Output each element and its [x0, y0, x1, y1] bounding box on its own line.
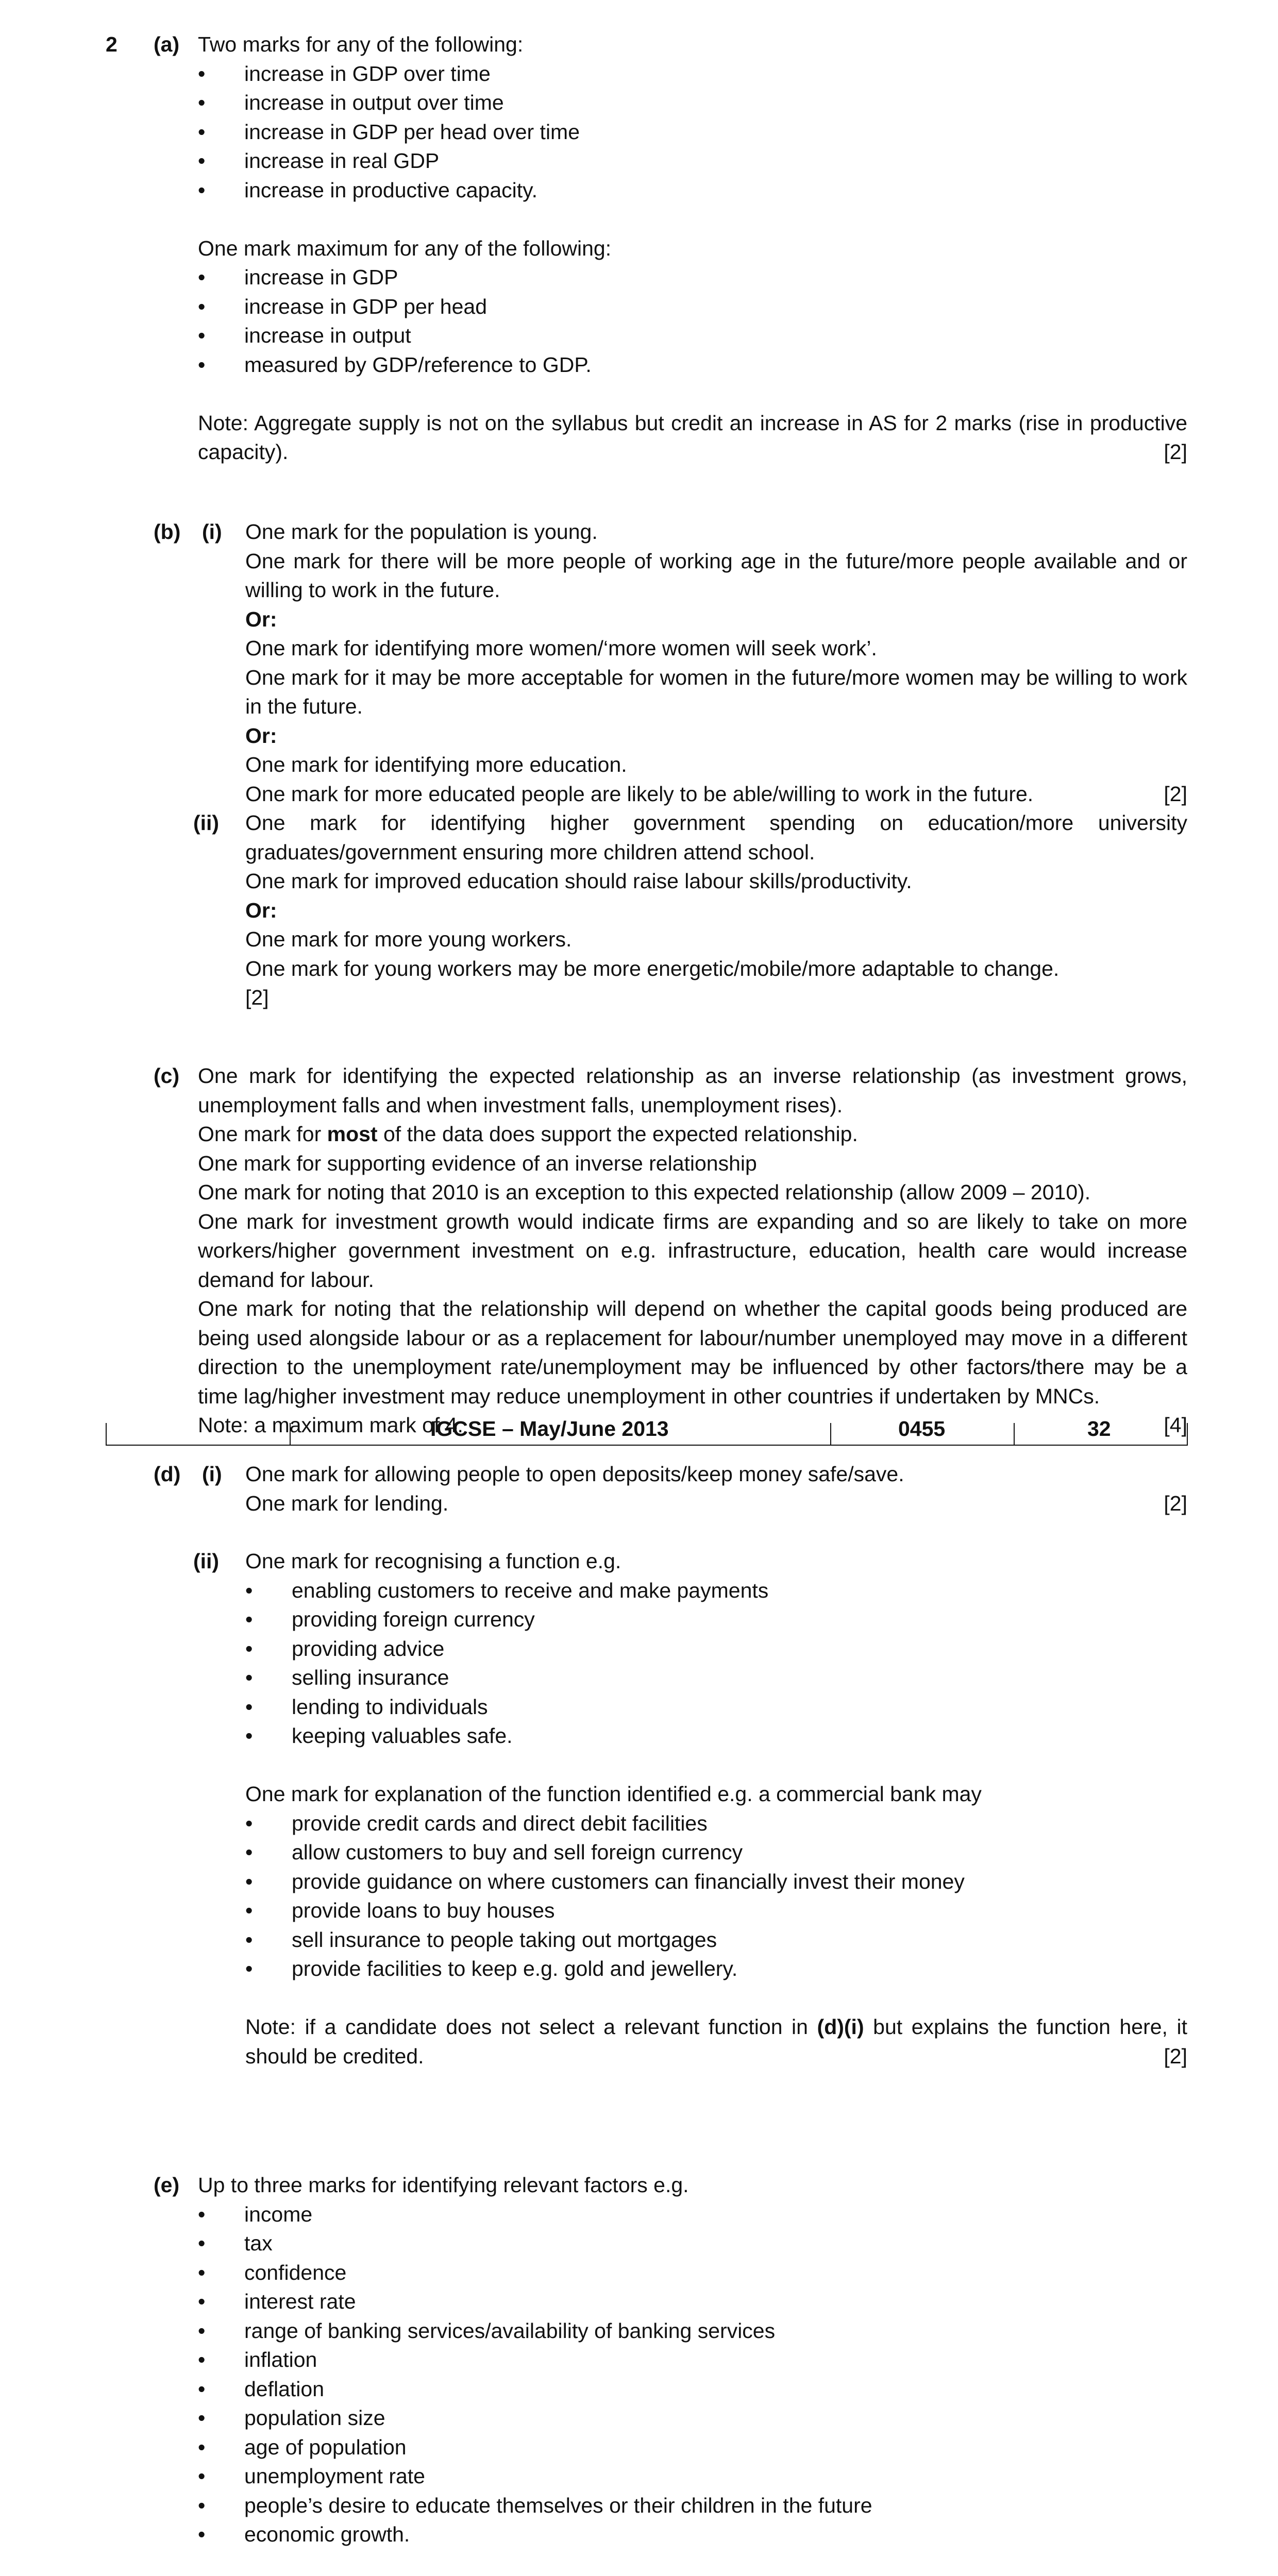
answer-line: One mark for identifying more education.: [245, 753, 627, 776]
answer-line: One mark for recognising a function e.g.: [245, 1549, 621, 1573]
part-a-marks: [2]: [1164, 440, 1187, 464]
part-b-label: (b): [154, 520, 181, 544]
list-item: • provide facilities to keep e.g. gold and jewellery.: [245, 1954, 1187, 1984]
list-item: • age of population: [198, 2433, 1187, 2462]
list-item: • provide loans to buy houses: [245, 1896, 1187, 1925]
part-b-ii: [245, 808, 1187, 1012]
list-item: • providing foreign currency: [245, 1605, 1187, 1634]
list-item: • income: [198, 2200, 1187, 2229]
header-divider: [1187, 1423, 1188, 1446]
list-item: • unemployment rate: [198, 2462, 1187, 2491]
answer-line: One mark for explanation of the function identified e.g. a commercial bank may: [245, 1782, 982, 1806]
list-item: • inflation: [198, 2345, 1187, 2375]
answer-line: One mark for identifying the expected relationship as an inverse relationship (as investment grows, unemployment falls and when investment falls, unemployment rises).: [198, 1064, 1187, 1117]
answer-line: One mark for investment growth would indicate firms are expanding and so are likely to take on more workers/higher government investment on e.g. infrastructure, education, health care would increase demand for labour.: [198, 1209, 1187, 1292]
part-d-ii-marks: [2]: [1164, 2044, 1187, 2068]
list-item: • increase in GDP per head over time: [198, 117, 1187, 147]
part-a-label: (a): [154, 32, 180, 56]
header-exam: IGCSE – May/June 2013: [430, 1417, 669, 1440]
part-a-note: Note: Aggregate supply is not on the syllabus but credit an increase in AS for 2 marks (rise in productive capacity). [2]: [198, 409, 1187, 467]
list-item: • increase in GDP: [198, 263, 1187, 292]
part-b-ii-marks: [2]: [245, 986, 269, 1009]
list-item: • population size: [198, 2403, 1187, 2433]
list-item: • allow customers to buy and sell foreign currency: [245, 1838, 1187, 1867]
list-item: • increase in output over time: [198, 88, 1187, 117]
header-syllabus: 0455: [898, 1417, 946, 1440]
part-a: [198, 30, 1187, 467]
header-divider: [290, 1423, 291, 1446]
or-separator: Or:: [245, 898, 277, 922]
explanation-list: [245, 1809, 1187, 1984]
part-d-ii: [245, 1547, 1187, 2071]
or-separator: Or:: [245, 723, 277, 748]
list-item: • sell insurance to people taking out mortgages: [245, 1925, 1187, 1955]
header-divider: [106, 1423, 107, 1446]
answer-line: One mark for more young workers.: [245, 927, 572, 951]
list-item: • enabling customers to receive and make payments: [245, 1576, 1187, 1605]
list-item: • economic growth.: [198, 2520, 1187, 2549]
list-item: • keeping valuables safe.: [245, 1721, 1187, 1751]
header-paper: 32: [1087, 1417, 1111, 1440]
part-d-ii-note: Note: if a candidate does not select a relevant function in (d)(i) but explains the function here, it should be credited. [2]: [245, 2012, 1187, 2071]
list-item: • people’s desire to educate themselves or their children in the future: [198, 2491, 1187, 2520]
answer-line: One mark for supporting evidence of an inverse relationship: [198, 1151, 757, 1175]
part-c-marks: [4]: [1164, 1413, 1187, 1437]
answer-line: One mark for identifying more women/‘more women will seek work’.: [245, 636, 877, 660]
part-e-label: (e): [154, 2173, 180, 2197]
part-e: [198, 2171, 1187, 2576]
function-list: [245, 1576, 1187, 1751]
header-divider: [830, 1423, 831, 1446]
part-c-note: Note: a maximum mark of 4. [4]: [198, 1411, 1187, 1440]
part-d-i-marks: [2]: [1164, 1491, 1187, 1515]
part-a-one-mark-intro: One mark maximum for any of the following:: [198, 236, 612, 260]
list-item: • lending to individuals: [245, 1692, 1187, 1722]
answer-line: One mark for identifying higher government spending on education/more university graduates/government ensuring more children attend school.: [245, 811, 1187, 864]
list-item: • increase in productive capacity.: [198, 176, 1187, 205]
part-c: [198, 1061, 1187, 1440]
part-d-i: [245, 1460, 1187, 1518]
part-b-i: [245, 517, 1187, 808]
page-header-strip: [106, 1417, 1188, 1446]
answer-line: One mark for improved education should raise labour skills/productivity.: [245, 869, 912, 893]
answer-line: One mark for most of the data does support the expected relationship.: [198, 1122, 858, 1146]
part-b-ii-label: (ii): [193, 811, 220, 835]
part-a-one-mark-list: [198, 263, 1187, 379]
list-item: • selling insurance: [245, 1663, 1187, 1692]
answer-line: One mark for it may be more acceptable for women in the future/more women may be willing to work in the future.: [245, 665, 1187, 718]
answer-line: One mark for noting that 2010 is an exception to this expected relationship (allow 2009 – 2010).: [198, 1180, 1091, 1204]
part-b-i-marks: [2]: [1164, 782, 1187, 806]
part-d-ii-label: (ii): [193, 1549, 220, 1573]
list-item: • increase in output: [198, 321, 1187, 350]
list-item: • measured by GDP/reference to GDP.: [198, 350, 1187, 380]
list-item: • range of banking services/availability of banking services: [198, 2316, 1187, 2346]
header-divider: [1014, 1423, 1015, 1446]
part-d-label: (d): [154, 1462, 181, 1486]
list-item: • deflation: [198, 2375, 1187, 2404]
answer-line: One mark for the population is young.: [245, 520, 598, 544]
answer-line: One mark for allowing people to open deposits/keep money safe/save.: [245, 1462, 904, 1486]
part-d-i-label: (i): [202, 1462, 222, 1486]
list-item: • increase in GDP per head: [198, 292, 1187, 321]
answer-line: One mark for there will be more people of working age in the future/more people available and or willing to work in the future.: [245, 549, 1187, 602]
answer-line: One mark for lending. [2]: [245, 1489, 1187, 1518]
list-item: • increase in GDP over time: [198, 59, 1187, 89]
or-separator: Or:: [245, 607, 277, 631]
answer-line: One mark for young workers may be more energetic/mobile/more adaptable to change.: [245, 956, 1060, 980]
part-b-i-label: (i): [202, 520, 222, 544]
factor-list: [198, 2200, 1187, 2549]
list-item: • interest rate: [198, 2287, 1187, 2316]
answer-line: Up to three marks for identifying relevant factors e.g.: [198, 2173, 689, 2197]
answer-line: One mark for noting that the relationship will depend on whether the capital goods being produced are being used alongside labour or as a replacement for labour/number unemployed may move in a different direction to the unemployment rate/unemployment may be influenced by other factors/there may be a time lag/higher investment may reduce unemployment in other countries if undertaken by MNCs.: [198, 1297, 1187, 1408]
list-item: • provide credit cards and direct debit facilities: [245, 1809, 1187, 1838]
list-item: • provide guidance on where customers can financially invest their money: [245, 1867, 1187, 1896]
list-item: • increase in real GDP: [198, 146, 1187, 176]
question-number: 2: [106, 32, 117, 56]
answer-line: One mark for more educated people are likely to be able/willing to work in the future. [2]: [245, 779, 1187, 809]
list-item: • tax: [198, 2229, 1187, 2258]
part-c-label: (c): [154, 1064, 180, 1088]
list-item: • confidence: [198, 2258, 1187, 2287]
list-item: • providing advice: [245, 1634, 1187, 1664]
part-a-intro: Two marks for any of the following:: [198, 32, 524, 56]
part-a-two-mark-list: [198, 59, 1187, 205]
